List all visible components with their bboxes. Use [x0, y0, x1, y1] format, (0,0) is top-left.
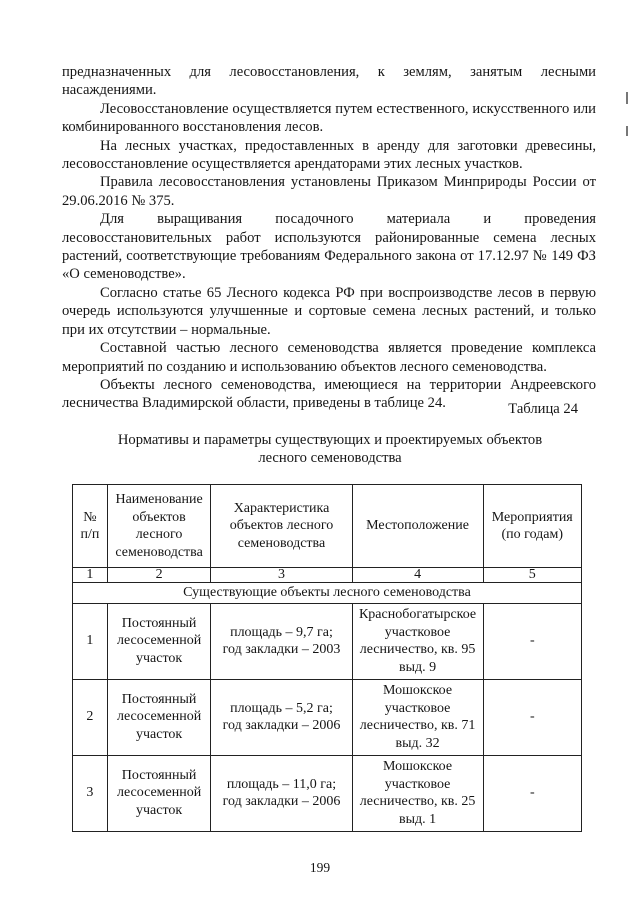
row-measures: -: [483, 679, 581, 755]
row-location: Мошокское участковое лесничество, кв. 71 выд. 32: [352, 679, 483, 755]
header-location: Местоположение: [352, 485, 483, 568]
row-num: 1: [73, 603, 108, 679]
row-characteristic: [211, 755, 352, 831]
paragraph: Правила лесовосстановления установлены Приказом Минприроды России от 29.06.2016 № 375.: [62, 174, 596, 209]
table-title-line: Нормативы и параметры существующих и проектируемых объектов: [117, 432, 543, 448]
row-area: площадь – 9,7 га;: [230, 624, 333, 640]
column-number: 5: [483, 568, 581, 583]
header-name: Наименование объектов лесного семеноводства: [107, 485, 211, 568]
row-name: Постоянный лесосеменной участок: [107, 679, 211, 755]
row-measures: -: [483, 755, 581, 831]
seed-objects-table: [72, 484, 582, 832]
table-title: [90, 431, 570, 468]
row-year: год закладки – 2006: [222, 718, 341, 733]
row-name: Постоянный лесосеменной участок: [107, 603, 211, 679]
table-header-row: [73, 485, 582, 568]
row-num: 2: [73, 679, 108, 755]
column-number: 1: [73, 568, 108, 583]
row-location: Мошокское участковое лесничество, кв. 25 выд. 1: [352, 755, 483, 831]
body-text: [62, 63, 596, 413]
paragraph: Согласно статье 65 Лесного кодекса РФ при воспроизводстве лесов в первую очередь используются улучшенные и сортовые семена лесных растений, и только при их отсутствии – нормальные.: [62, 284, 596, 338]
row-year: год закладки – 2003: [222, 642, 341, 657]
header-num: № п/п: [73, 485, 108, 568]
table-row: [73, 755, 582, 831]
page-number: 199: [309, 860, 331, 875]
row-location: Краснобогатырское участковое лесничество, кв. 95 выд. 9: [352, 603, 483, 679]
table-label: Таблица 24: [508, 401, 578, 417]
column-number: 3: [211, 568, 352, 583]
row-name: Постоянный лесосеменной участок: [107, 755, 211, 831]
paragraph: предназначенных для лесовосстановления, к землям, занятым лесными насаждениями.: [62, 64, 596, 99]
paragraph: На лесных участках, предоставленных в аренду для заготовки древесины, лесовосстановление осуществляется арендаторами этих лесных участков.: [62, 137, 596, 173]
row-area: площадь – 11,0 га;: [226, 776, 337, 792]
section-row: [73, 583, 582, 604]
table-title-line: лесного семеноводства: [258, 450, 402, 467]
column-number: 2: [107, 568, 211, 583]
column-number-row: [73, 568, 582, 583]
row-measures: -: [483, 603, 581, 679]
header-measures: Мероприятия (по годам): [483, 485, 581, 568]
paragraph: Для выращивания посадочного материала и проведения лесовосстановительных работ используются районированные семена лесных растений, соответствующие требованиям Федерального закона от 17.12.97 № 149 ФЗ «О семеноводстве».: [62, 211, 596, 283]
scan-artifact: [626, 126, 628, 136]
paragraph: Лесовосстановление осуществляется путем естественного, искусственного или комбинированного восстановления лесов.: [62, 100, 596, 136]
row-num: 3: [73, 755, 108, 831]
paragraph: Объекты лесного семеноводства, имеющиеся на территории Андреевского лесничества Владимирской области, приведены в таблице 24.: [62, 376, 596, 412]
column-number: 4: [352, 568, 483, 583]
row-year: год закладки – 2006: [222, 794, 341, 809]
header-characteristic: Характеристика объектов лесного семеноводства: [211, 485, 352, 568]
row-area: площадь – 5,2 га;: [230, 700, 333, 716]
table-row: [73, 679, 582, 755]
row-characteristic: [211, 679, 352, 755]
scan-artifact: [626, 92, 628, 104]
section-title: Существующие объекты лесного семеноводства: [73, 583, 582, 604]
row-characteristic: [211, 603, 352, 679]
paragraph: Составной частью лесного семеноводства является проведение комплекса мероприятий по созданию и использованию объектов лесного семеноводства.: [62, 340, 596, 375]
table-row: [73, 603, 582, 679]
